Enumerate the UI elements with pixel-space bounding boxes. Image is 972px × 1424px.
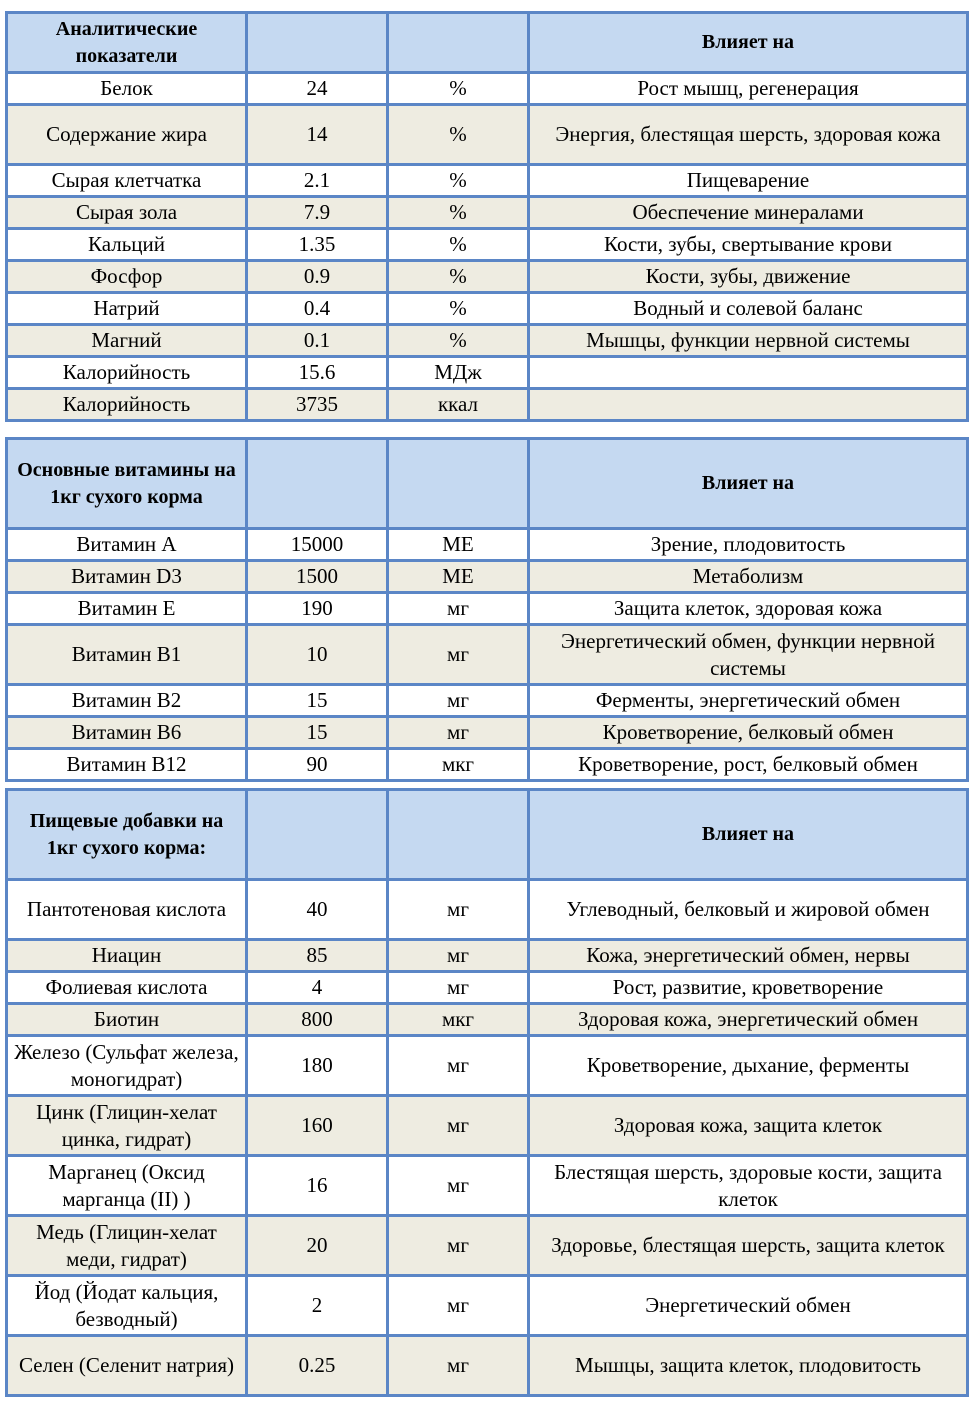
row-value: 160 xyxy=(247,1096,388,1156)
row-unit: % xyxy=(388,73,529,105)
row-name: Марганец (Оксид марганца (II) ) xyxy=(7,1156,247,1216)
row-unit: мг xyxy=(388,1276,529,1336)
row-value: 16 xyxy=(247,1156,388,1216)
row-value: 3735 xyxy=(247,389,388,421)
header-cell: Аналитические показатели xyxy=(7,13,247,73)
row-name: Пантотеновая кислота xyxy=(7,880,247,940)
header-cell xyxy=(247,13,388,73)
row-unit: мг xyxy=(388,972,529,1004)
table-header-row xyxy=(7,439,968,529)
row-name: Сырая клетчатка xyxy=(7,165,247,197)
table-row xyxy=(7,293,968,325)
table-row xyxy=(7,1036,968,1096)
row-effect: Здоровая кожа, энергетический обмен xyxy=(529,1004,968,1036)
row-unit: мкг xyxy=(388,749,529,781)
row-effect: Водный и солевой баланс xyxy=(529,293,968,325)
row-unit: мг xyxy=(388,593,529,625)
row-value: 2 xyxy=(247,1276,388,1336)
vitamins-table xyxy=(5,437,969,782)
row-name: Содержание жира xyxy=(7,105,247,165)
row-name: Витамин В2 xyxy=(7,685,247,717)
row-unit: мг xyxy=(388,940,529,972)
row-name: Кальций xyxy=(7,229,247,261)
row-effect: Углеводный, белковый и жировой обмен xyxy=(529,880,968,940)
row-unit: МЕ xyxy=(388,561,529,593)
row-unit: мг xyxy=(388,1096,529,1156)
row-effect: Энергетический обмен, функции нервной системы xyxy=(529,625,968,685)
row-effect: Рост мышц, регенерация xyxy=(529,73,968,105)
row-effect: Мышцы, защита клеток, плодовитость xyxy=(529,1336,968,1396)
row-value: 20 xyxy=(247,1216,388,1276)
table-row xyxy=(7,880,968,940)
row-effect: Мышцы, функции нервной системы xyxy=(529,325,968,357)
row-value: 15 xyxy=(247,717,388,749)
row-unit: мг xyxy=(388,1216,529,1276)
table-row xyxy=(7,229,968,261)
row-name: Йод (Йодат кальция, безводный) xyxy=(7,1276,247,1336)
row-name: Железо (Сульфат железа, моногидрат) xyxy=(7,1036,247,1096)
row-name: Калорийность xyxy=(7,357,247,389)
table-row xyxy=(7,1216,968,1276)
row-value: 15000 xyxy=(247,529,388,561)
table-header-row xyxy=(7,790,968,880)
row-unit: % xyxy=(388,197,529,229)
row-unit: ккал xyxy=(388,389,529,421)
row-value: 0.1 xyxy=(247,325,388,357)
table-row xyxy=(7,197,968,229)
row-effect: Кожа, энергетический обмен, нервы xyxy=(529,940,968,972)
table-row xyxy=(7,357,968,389)
row-effect: Кости, зубы, движение xyxy=(529,261,968,293)
header-cell: Основные витамины на 1кг сухого корма xyxy=(7,439,247,529)
row-value: 14 xyxy=(247,105,388,165)
row-unit: мг xyxy=(388,1156,529,1216)
row-unit: мг xyxy=(388,1036,529,1096)
table-row xyxy=(7,261,968,293)
row-unit: % xyxy=(388,229,529,261)
row-effect: Здоровье, блестящая шерсть, защита клеток xyxy=(529,1216,968,1276)
header-cell xyxy=(247,439,388,529)
row-value: 15 xyxy=(247,685,388,717)
row-effect: Энергетический обмен xyxy=(529,1276,968,1336)
row-unit: % xyxy=(388,325,529,357)
row-name: Ниацин xyxy=(7,940,247,972)
header-cell: Влияет на xyxy=(529,13,968,73)
row-value: 190 xyxy=(247,593,388,625)
row-name: Витамин D3 xyxy=(7,561,247,593)
row-unit: МЕ xyxy=(388,529,529,561)
table-row xyxy=(7,105,968,165)
table-row xyxy=(7,593,968,625)
row-unit: мг xyxy=(388,880,529,940)
header-cell xyxy=(247,790,388,880)
row-name: Магний xyxy=(7,325,247,357)
row-unit: мг xyxy=(388,717,529,749)
row-value: 15.6 xyxy=(247,357,388,389)
row-name: Белок xyxy=(7,73,247,105)
row-name: Цинк (Глицин-хелат цинка, гидрат) xyxy=(7,1096,247,1156)
table-row xyxy=(7,685,968,717)
row-effect: Зрение, плодовитость xyxy=(529,529,968,561)
row-effect: Кости, зубы, свертывание крови xyxy=(529,229,968,261)
analytics-table xyxy=(5,11,969,422)
row-value: 1500 xyxy=(247,561,388,593)
row-value: 0.9 xyxy=(247,261,388,293)
row-name: Витамин В12 xyxy=(7,749,247,781)
table-row xyxy=(7,325,968,357)
table-row xyxy=(7,625,968,685)
table-row xyxy=(7,1004,968,1036)
table-row xyxy=(7,940,968,972)
row-unit: % xyxy=(388,165,529,197)
row-value: 1.35 xyxy=(247,229,388,261)
row-unit: мг xyxy=(388,685,529,717)
row-value: 0.25 xyxy=(247,1336,388,1396)
table-row xyxy=(7,561,968,593)
row-value: 24 xyxy=(247,73,388,105)
row-effect: Кроветворение, дыхание, ферменты xyxy=(529,1036,968,1096)
row-effect: Здоровая кожа, защита клеток xyxy=(529,1096,968,1156)
row-name: Витамин Е xyxy=(7,593,247,625)
header-cell xyxy=(388,439,529,529)
row-unit: МДж xyxy=(388,357,529,389)
row-value: 180 xyxy=(247,1036,388,1096)
row-effect: Обеспечение минералами xyxy=(529,197,968,229)
row-effect: Энергия, блестящая шерсть, здоровая кожа xyxy=(529,105,968,165)
row-unit: мкг xyxy=(388,1004,529,1036)
table-row xyxy=(7,529,968,561)
table-row xyxy=(7,165,968,197)
row-effect: Кроветворение, рост, белковый обмен xyxy=(529,749,968,781)
row-effect: Пищеварение xyxy=(529,165,968,197)
row-effect: Блестящая шерсть, здоровые кости, защита клеток xyxy=(529,1156,968,1216)
table-row xyxy=(7,73,968,105)
row-value: 4 xyxy=(247,972,388,1004)
row-name: Витамин В6 xyxy=(7,717,247,749)
table-row xyxy=(7,1336,968,1396)
row-name: Калорийность xyxy=(7,389,247,421)
row-name: Медь (Глицин-хелат меди, гидрат) xyxy=(7,1216,247,1276)
supplements-table xyxy=(5,788,969,1397)
row-name: Селен (Селенит натрия) xyxy=(7,1336,247,1396)
row-value: 40 xyxy=(247,880,388,940)
table-row xyxy=(7,1276,968,1336)
row-unit: % xyxy=(388,293,529,325)
row-name: Сырая зола xyxy=(7,197,247,229)
table-row xyxy=(7,749,968,781)
row-value: 10 xyxy=(247,625,388,685)
row-effect: Ферменты, энергетический обмен xyxy=(529,685,968,717)
row-effect: Защита клеток, здоровая кожа xyxy=(529,593,968,625)
row-value: 0.4 xyxy=(247,293,388,325)
row-effect xyxy=(529,389,968,421)
row-name: Натрий xyxy=(7,293,247,325)
table-row xyxy=(7,389,968,421)
row-name: Биотин xyxy=(7,1004,247,1036)
row-unit: мг xyxy=(388,1336,529,1396)
row-value: 90 xyxy=(247,749,388,781)
table-header-row xyxy=(7,13,968,73)
row-value: 7.9 xyxy=(247,197,388,229)
row-name: Витамин В1 xyxy=(7,625,247,685)
row-unit: % xyxy=(388,261,529,293)
row-unit: % xyxy=(388,105,529,165)
row-name: Фолиевая кислота xyxy=(7,972,247,1004)
header-cell xyxy=(388,13,529,73)
row-value: 800 xyxy=(247,1004,388,1036)
row-effect: Кроветворение, белковый обмен xyxy=(529,717,968,749)
table-row xyxy=(7,972,968,1004)
row-effect: Рост, развитие, кроветворение xyxy=(529,972,968,1004)
header-cell: Влияет на xyxy=(529,439,968,529)
row-effect xyxy=(529,357,968,389)
row-unit: мг xyxy=(388,625,529,685)
row-name: Фосфор xyxy=(7,261,247,293)
row-value: 2.1 xyxy=(247,165,388,197)
header-cell xyxy=(388,790,529,880)
header-cell: Влияет на xyxy=(529,790,968,880)
table-row xyxy=(7,717,968,749)
table-row xyxy=(7,1156,968,1216)
row-effect: Метаболизм xyxy=(529,561,968,593)
row-value: 85 xyxy=(247,940,388,972)
table-row xyxy=(7,1096,968,1156)
row-name: Витамин А xyxy=(7,529,247,561)
header-cell: Пищевые добавки на 1кг сухого корма: xyxy=(7,790,247,880)
